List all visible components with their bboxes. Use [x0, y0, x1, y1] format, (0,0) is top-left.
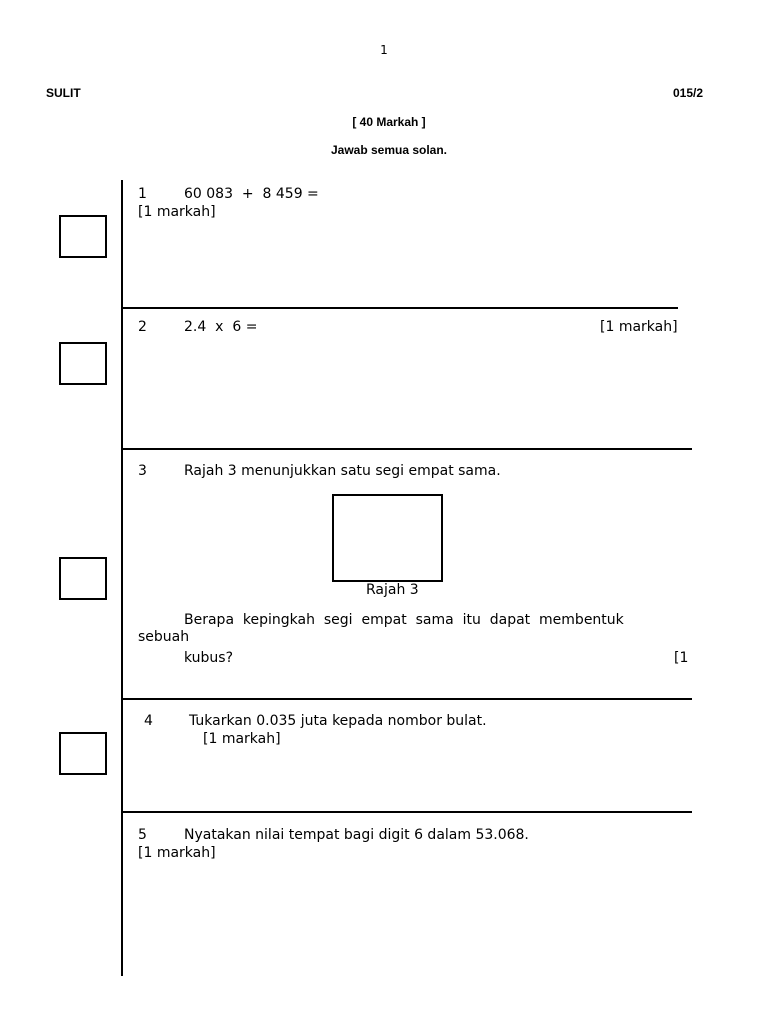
instruction: Jawab semua solan. [330, 143, 448, 157]
marks-clipped-text: [1 [674, 650, 689, 666]
question-text: 60 083 + 8 459 = [184, 186, 319, 202]
question-text: Nyatakan nilai tempat bagi digit 6 dalam 53.068. [184, 827, 529, 843]
header-paper-code: 015/2 [673, 86, 704, 100]
question-text: Tukarkan 0.035 juta kepada nombor bulat. [189, 713, 487, 729]
question-number: 5 [138, 827, 147, 843]
divider-q3-q4 [122, 698, 692, 700]
question-number: 4 [144, 713, 153, 729]
divider-q1-q2 [122, 307, 678, 309]
mark-box-q2[interactable] [59, 342, 107, 385]
question-marks: [1 markah] [600, 319, 678, 335]
question-number: 1 [138, 186, 147, 202]
mark-box-q1[interactable] [59, 215, 107, 258]
question-marks: [1 markah] [138, 204, 216, 220]
mark-box-q4[interactable] [59, 732, 107, 775]
question-number: 3 [138, 463, 147, 479]
question-clipped-line [184, 650, 264, 666]
total-marks: [ 40 Markah ] [352, 115, 426, 129]
question-clipped-text: kubus? [184, 650, 234, 666]
header-sulit: SULIT [46, 86, 81, 100]
divider-q4-q5 [122, 811, 692, 813]
margin-rule [121, 180, 123, 976]
question-marks: [1 markah] [203, 731, 281, 747]
question-line-2: sebuah [138, 629, 190, 645]
question-line-1: Berapa kepingkah segi empat sama itu dapat membentuk [184, 612, 624, 628]
figure-square [332, 494, 443, 582]
question-marks: [1 markah] [138, 845, 216, 861]
figure-caption: Rajah 3 [366, 582, 419, 598]
mark-box-q3[interactable] [59, 557, 107, 600]
question-number: 2 [138, 319, 147, 335]
question-text: Rajah 3 menunjukkan satu segi empat sama. [184, 463, 501, 479]
divider-q2-q3 [122, 448, 692, 450]
page-number: 1 [380, 43, 388, 57]
marks-clipped [674, 650, 690, 666]
question-text: 2.4 x 6 = [184, 319, 258, 335]
